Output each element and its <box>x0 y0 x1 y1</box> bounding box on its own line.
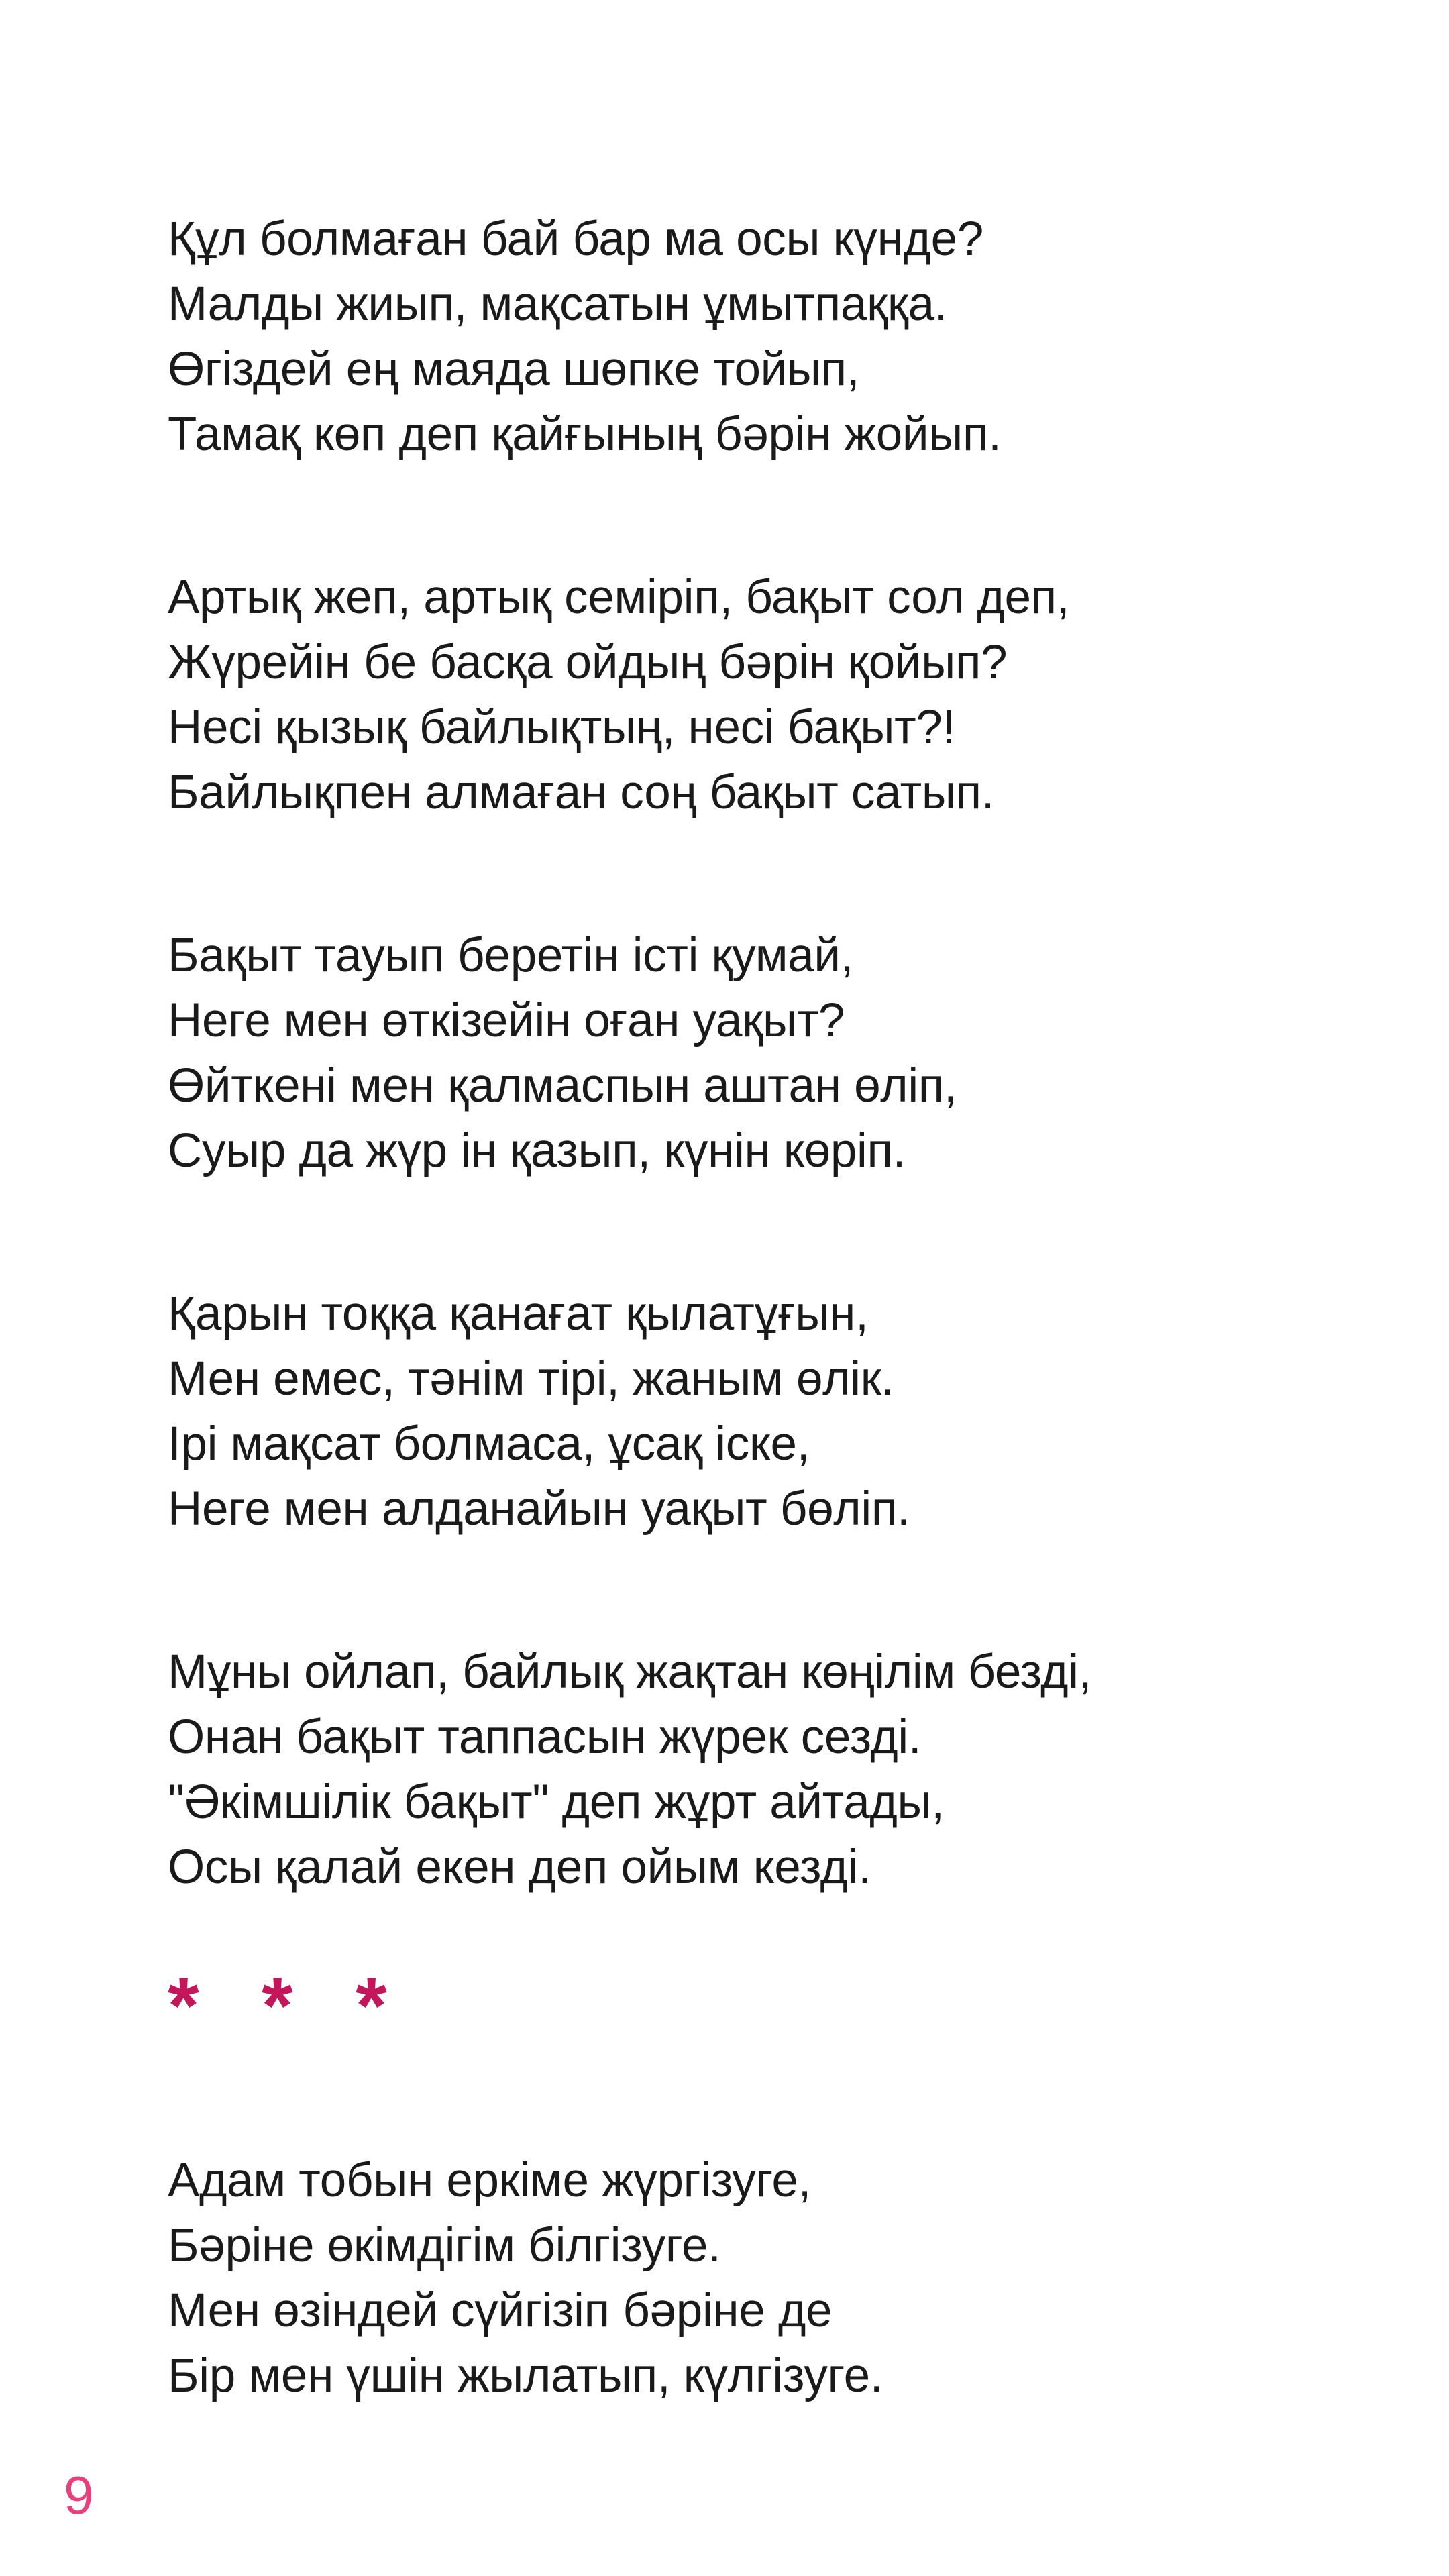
poem-first <box>168 207 1308 1900</box>
poem-line: Тамақ көп деп қайғының бәрін жойып. <box>168 408 1002 461</box>
poem-line: Адам тобын еркіме жүргізуге, <box>168 2154 812 2207</box>
poem-line: Бір мен үшін жылатып, күлгізуге. <box>168 2349 883 2402</box>
stanza <box>168 207 1308 467</box>
page-number: 9 <box>64 2465 94 2525</box>
poem-line: Осы қалай екен деп ойым кезді. <box>168 1841 871 1894</box>
asterism-separator: * * * <box>168 1961 407 2051</box>
poem-line: "Әкімшілік бақыт" деп жұрт айтады, <box>168 1776 945 1829</box>
stanza <box>168 1281 1308 1542</box>
poem-line: Өйткені мен қалмаспын аштан өліп, <box>168 1059 957 1112</box>
poem-line: Өгіздей ең маяда шөпке тойып, <box>168 343 860 396</box>
poem-line: Онан бақыт таппасын жүрек сезді. <box>168 1711 922 1764</box>
poem-line: Ірі мақсат болмаса, ұсақ іске, <box>168 1417 810 1470</box>
poem-line: Мен емес, тәнім тірі, жаным өлік. <box>168 1352 894 1405</box>
poem-line: Мен өзіндей сүйгізіп бәріне де <box>168 2284 833 2337</box>
poem-line: Несі қызық байлықтың, несі бақыт?! <box>168 701 955 754</box>
stanza <box>168 1640 1308 1900</box>
poem-line: Суыр да жүр ін қазып, күнін көріп. <box>168 1124 906 1177</box>
poem-line: Жүрейін бе басқа ойдың бәрін қойып? <box>168 636 1008 689</box>
poem-line: Мұны ойлап, байлық жақтан көңілім безді, <box>168 1646 1092 1699</box>
poem-line: Неге мен алданайын уақыт бөліп. <box>168 1483 910 1536</box>
poem-line: Артық жеп, артық семіріп, бақыт сол деп, <box>168 571 1070 624</box>
poem-second <box>168 2148 1308 2408</box>
poem-line: Қарын тоққа қанағат қылатұғын, <box>168 1287 869 1340</box>
poem-line: Байлықпен алмаған соң бақыт сатып. <box>168 766 995 819</box>
poem-line: Бәріне өкімдігім білгізуге. <box>168 2219 721 2272</box>
stanza <box>168 923 1308 1183</box>
stanza <box>168 2148 1308 2408</box>
poem-line: Неге мен өткізейін оған уақыт? <box>168 994 845 1047</box>
poem-line: Бақыт тауып беретін істі қумай, <box>168 929 854 982</box>
poem-line: Құл болмаған бай бар ма осы күнде? <box>168 213 984 266</box>
poem-line: Малды жиып, мақсатын ұмытпаққа. <box>168 278 948 331</box>
stanza <box>168 565 1308 825</box>
